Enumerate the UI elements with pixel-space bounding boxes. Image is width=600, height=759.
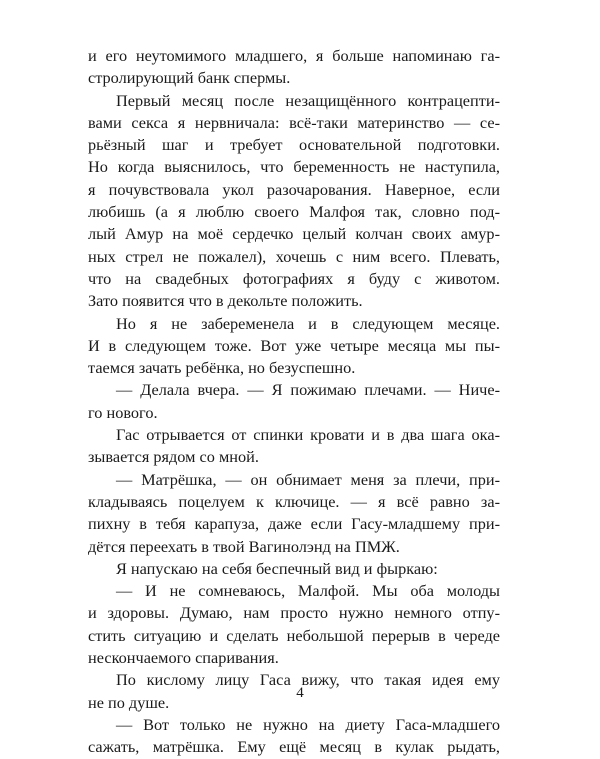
text-line: что на свадебных фотографиях я буду с животом. bbox=[88, 268, 500, 288]
paragraph bbox=[88, 558, 500, 580]
text-line: Я напускаю на себя беспечный вид и фыркаю: bbox=[116, 558, 438, 578]
text-line: любишь (а я люблю своего Малфоя так, словно под- bbox=[88, 202, 500, 222]
paragraph-continued bbox=[88, 45, 500, 90]
text-line: пихну в тебя карапуза, даже если Гасу-младшему при- bbox=[88, 514, 500, 534]
text-line: я почувствовала укол разочарования. Наверное, если bbox=[88, 179, 500, 199]
text-line: стролирующий банк спермы. bbox=[88, 68, 291, 88]
text-line: рьёзный шаг и требует основательной подготовки. bbox=[88, 135, 500, 155]
body-text bbox=[88, 45, 500, 759]
text-line: — Делала вчера. — Я пожимаю плечами. — Ниче- bbox=[116, 380, 500, 400]
paragraph-dialogue bbox=[88, 469, 500, 558]
text-line: — Матрёшка, — он обнимает меня за плечи, при- bbox=[116, 469, 500, 489]
paragraph bbox=[88, 424, 500, 469]
text-line: нескончаемого спаривания. bbox=[88, 648, 279, 668]
text-line: Гас отрывается от спинки кровати и в два шага ока- bbox=[116, 425, 500, 445]
text-line: зывается рядом со мной. bbox=[88, 447, 259, 467]
text-line: и здоровы. Думаю, нам просто нужно немного отпу- bbox=[88, 603, 500, 623]
text-line: Первый месяц после незащищённого контрацепти- bbox=[116, 90, 500, 110]
text-line: Но когда выяснилось, что беременность не наступила, bbox=[88, 157, 500, 177]
text-line: таемся зачать ребёнка, но безуспешно. bbox=[88, 358, 356, 378]
paragraph-dialogue bbox=[88, 580, 500, 669]
text-line: вами секса я нервничала: всё-таки материнство — се- bbox=[88, 112, 500, 132]
text-line: ных стрел не пожалел), хочешь с ним всего. Плевать, bbox=[88, 246, 500, 266]
text-line: стить ситуацию и сделать небольшой перерыв в череде bbox=[88, 625, 500, 645]
text-line: — И не сомневаюсь, Малфой. Мы оба молоды bbox=[116, 581, 500, 601]
text-line: Но я не забеременела и в следующем месяце. bbox=[116, 313, 500, 333]
text-line: го нового. bbox=[88, 402, 158, 422]
text-line: — Вот только не нужно на диету Гаса-младшего bbox=[116, 714, 500, 734]
text-line: сажать, матрёшка. Ему ещё месяц в кулак рыдать, bbox=[88, 737, 500, 757]
text-line: дётся переехать в твой Вагинолэнд на ПМЖ. bbox=[88, 536, 400, 556]
text-line: не по душе. bbox=[88, 692, 170, 712]
text-line: и его неутомимого младшего, я больше напоминаю га- bbox=[88, 46, 500, 65]
text-line: лый Амур на моё сердечко целый колчан своих амур- bbox=[88, 224, 500, 244]
page-number: 4 bbox=[296, 685, 304, 701]
text-line: По кислому лицу Гаса вижу, что такая идея ему bbox=[116, 670, 500, 690]
text-line: Зато появится что в декольте положить. bbox=[88, 291, 363, 311]
paragraph bbox=[88, 90, 500, 313]
paragraph-dialogue bbox=[88, 714, 500, 759]
text-line: И в следующем тоже. Вот уже четыре месяца мы пы- bbox=[88, 335, 500, 355]
text-line: кладываясь поцелуем к ключице. — я всё равно за- bbox=[88, 491, 500, 511]
paragraph bbox=[88, 313, 500, 380]
paragraph-dialogue bbox=[88, 379, 500, 424]
